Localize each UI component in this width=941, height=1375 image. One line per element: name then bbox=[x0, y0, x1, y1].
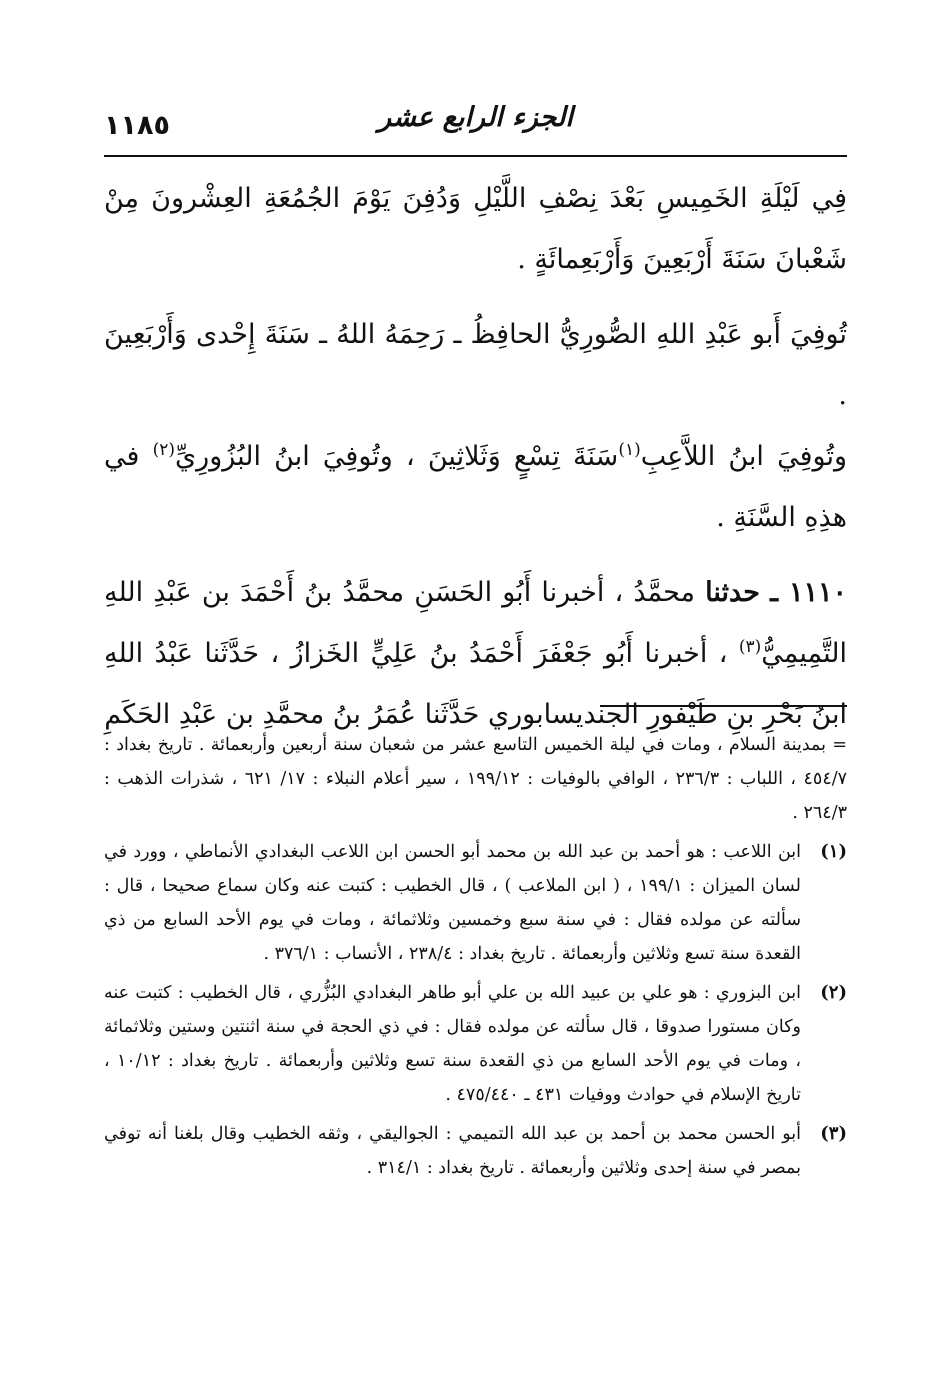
paragraph-2: تُوفِيَ أَبو عَبْدِ اللهِ الصُّورِيُّ الحافِظُ ـ رَحِمَهُ اللهُ ـ سَنَةَ إِحْدى وَأَرْبَعِينَ . bbox=[104, 319, 847, 411]
paragraph-1: فِي لَيْلَةِ الخَمِيسِ بَعْدَ نِصْفِ اللَّيْلِ وَدُفِنَ يَوْمَ الجُمُعَةِ العِشْرونَ مِنْ شَعْبانَ سَنَةَ أَرْبَعِينَ وَأَرْبَعِمائَةٍ . bbox=[104, 183, 847, 275]
footnote-ref-2: (٢) bbox=[152, 440, 176, 460]
hadith-opening-word: حدثنا bbox=[705, 577, 760, 608]
page-header bbox=[104, 98, 847, 154]
footnote-ref-3: (٣) bbox=[738, 637, 762, 657]
header-rule bbox=[104, 155, 847, 157]
footnote-2 bbox=[104, 976, 847, 1112]
paragraph-3-text-b: سَنَةَ تِسْعٍ وَثَلاثِينَ ، وتُوفِيَ ابنُ البُزُورِيِّ bbox=[175, 441, 619, 472]
hadith-number: ١١١٠ ـ bbox=[770, 577, 847, 608]
footnotes bbox=[104, 728, 847, 1190]
footnote-1 bbox=[104, 835, 847, 971]
footnote-rule bbox=[600, 705, 847, 707]
footnote-continuation: = بمدينة السلام ، ومات في ليلة الخميس التاسع عشر من شعبان سنة أربعين وأربعمائة . تاريخ بغداد : ٤٥٤/٧ ، اللباب : ٢٣٦/٣ ، الوافي بالوفيات : ١٩٩/١٢ ، سير أعلام النبلاء : ١٧/ ٦٢١ ، شذرات الذهب : ٢٦٤/٣ . bbox=[104, 735, 848, 823]
footnote-text: ابن البزوري : هو علي بن عبيد الله بن علي أبو طاهر البغدادي البُزُّري ، قال الخطيب : كتبت عنه وكان مستورا صدوقا ، قال سألته عن مولده فقال : في ذي الحجة في سنة اثنتين وستين وثلاثمائة ، ومات في يوم الأحد السابع من ذي القعدة سنة تسع وثلاثين وأربعمائة . تاريخ بغداد : ١٠/١٢ ، تاريخ الإسلام في حوادث ووفيات ٤٣١ ـ ٤٧٥/٤٤٠ . bbox=[104, 983, 802, 1105]
main-text bbox=[104, 168, 847, 745]
hadith-text-b: ، أخبرنا أَبُو جَعْفَرَ أَحْمَدُ بنُ عَلِيٍّ الخَزازُ ، حَدَّثَنا عَبْدُ اللهِ ابنُ بَحْرِ بنِ طَيْفورِ الجنديسابوري حَدَّثَنا عُمَرُ بنُ محمَّدِ بن عَبْدِ الحَكَمِ bbox=[104, 638, 847, 730]
hadith-paragraph bbox=[104, 562, 847, 745]
page-number: ١١٨٥ bbox=[104, 110, 170, 141]
footnote-text: أبو الحسن محمد بن أحمد بن عبد الله التميمي : الجواليقي ، وثقه الخطيب وقال بلغنا أنه توفي بمصر في سنة إحدى وثلاثين وأربعمائة . تاريخ بغداد : ٣١٤/١ . bbox=[104, 1124, 801, 1178]
paragraph-3-text-c: في هذِهِ السَّنَةِ . bbox=[104, 441, 847, 533]
footnote-number: (١) bbox=[820, 841, 847, 862]
paragraph-3-text-a: وتُوفِيَ ابنُ اللاَّعِبِ bbox=[640, 441, 848, 472]
footnote-text: ابن اللاعب : هو أحمد بن عبد الله بن محمد أبو الحسن ابن اللاعب البغدادي الأنماطي ، وورد في لسان الميزان : ١٩٩/١ ، ( ابن الملاعب ) ، قال الخطيب : كتبت عنه وكان سماع صحيحا ، قال : سألته عن مولده فقال : في سنة سبع وخمسين وثلاثمائة ، ومات في يوم الأحد السابع من ذي القعدة سنة تسع وثلاثين وأربعمائة . تاريخ بغداد : ٢٣٨/٤ ، الأنساب : ٣٧٦/١ . bbox=[104, 842, 801, 964]
part-title: الجزء الرابع عشر bbox=[378, 102, 573, 133]
footnote-ref-1: (١) bbox=[618, 440, 641, 460]
footnote-3 bbox=[104, 1117, 847, 1185]
footnote-number: (٢) bbox=[820, 982, 847, 1003]
paragraph-3 bbox=[104, 426, 847, 548]
footnote-number: (٣) bbox=[820, 1123, 847, 1144]
hadith-text-a: محمَّدُ ، أخبرنا أَبُو الحَسَنِ محمَّدُ بنُ أَحْمَدَ بن عَبْدِ اللهِ التَّمِيمِيُّ bbox=[104, 577, 847, 669]
